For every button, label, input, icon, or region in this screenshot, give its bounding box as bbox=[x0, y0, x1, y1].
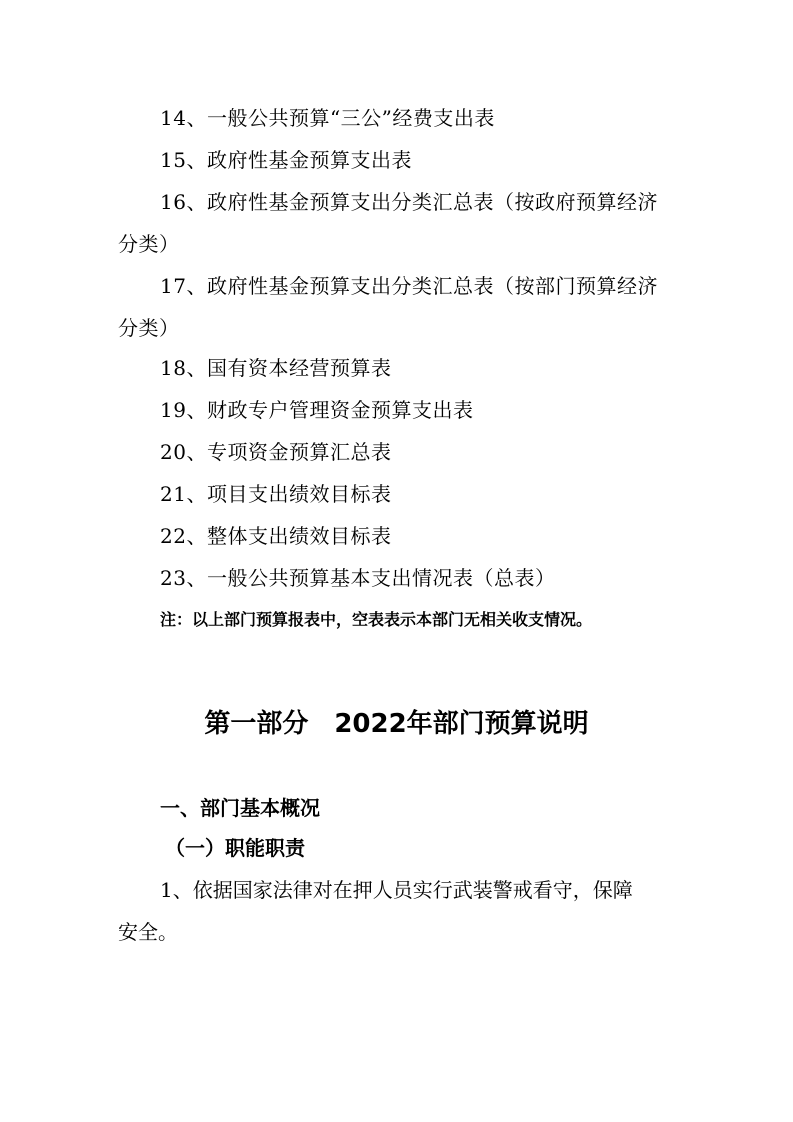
subsection-heading: （一）职能职责 bbox=[165, 836, 305, 860]
toc-item-22: 22、整体支出绩效目标表 bbox=[160, 524, 392, 548]
toc-item-16-line2: 分类） bbox=[118, 232, 180, 256]
paragraph-1-line2: 安全。 bbox=[118, 920, 178, 944]
toc-item-19: 19、财政专户管理资金预算支出表 bbox=[160, 398, 474, 422]
part-title: 第一部分 2022年部门预算说明 bbox=[204, 709, 589, 739]
toc-item-21: 21、项目支出绩效目标表 bbox=[160, 482, 392, 506]
paragraph-1-line1: 1、依据国家法律对在押人员实行武装警戒看守，保障 bbox=[160, 878, 633, 902]
toc-item-18: 18、国有资本经营预算表 bbox=[160, 356, 392, 380]
toc-item-17-line2: 分类） bbox=[118, 316, 180, 340]
toc-item-20: 20、专项资金预算汇总表 bbox=[160, 440, 392, 464]
section-heading: 一、部门基本概况 bbox=[160, 796, 320, 820]
toc-item-14: 14、一般公共预算“三公”经费支出表 bbox=[160, 106, 495, 130]
toc-item-15: 15、政府性基金预算支出表 bbox=[160, 148, 412, 172]
toc-item-23: 23、一般公共预算基本支出情况表（总表） bbox=[160, 566, 556, 590]
toc-item-16-line1: 16、政府性基金预算支出分类汇总表（按政府预算经济 bbox=[160, 190, 658, 214]
report-note: 注：以上部门预算报表中，空表表示本部门无相关收支情况。 bbox=[160, 610, 593, 629]
toc-item-17-line1: 17、政府性基金预算支出分类汇总表（按部门预算经济 bbox=[160, 274, 658, 298]
